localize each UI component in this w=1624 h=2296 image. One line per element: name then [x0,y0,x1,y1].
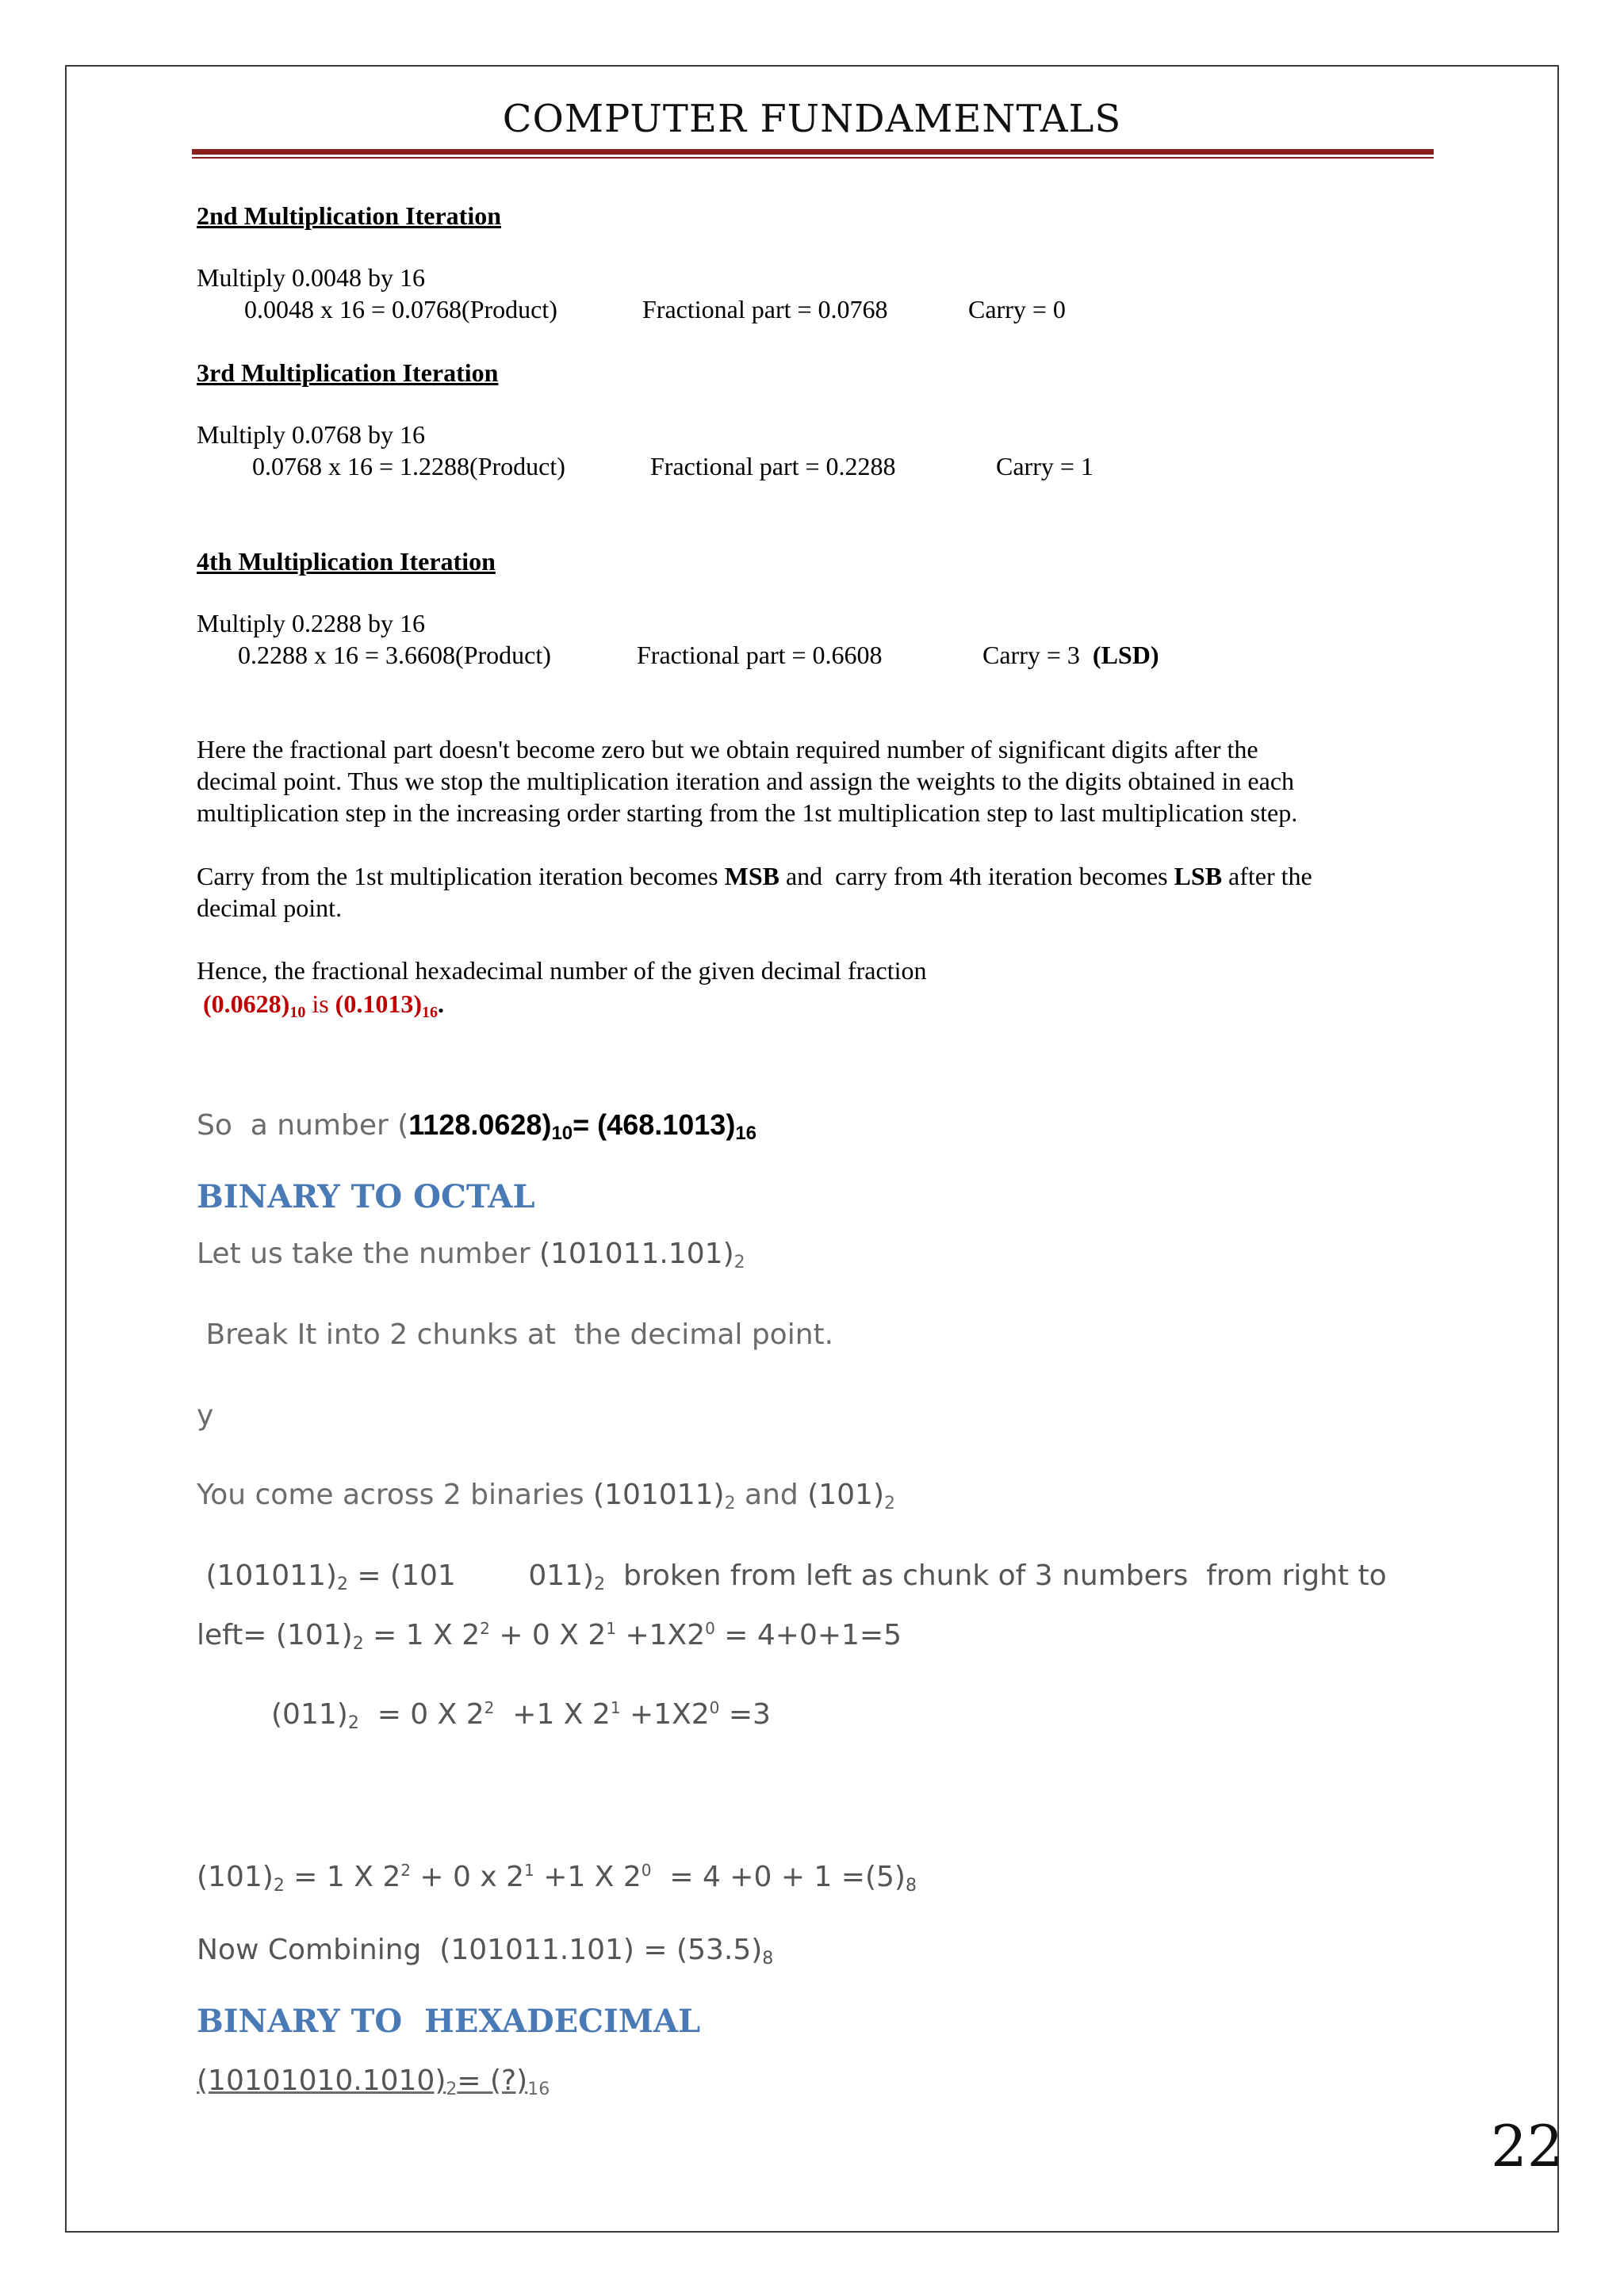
subscript: 2 [884,1494,895,1513]
b2o-line-1 [197,1237,745,1280]
text-run: + 0 X 2 [489,1619,607,1651]
text-run: = 1 X 2 [363,1619,481,1651]
result-hex: (0.1013) [335,989,422,1018]
exponent: 0 [709,1698,720,1717]
lsd-label: (LSD) [1092,641,1159,669]
iteration-3-carry: Carry = 1 [996,452,1094,480]
text-run: +1X2 [620,1698,710,1731]
text-run: = 4+0+1=5 [714,1619,902,1651]
exponent: 2 [480,1619,490,1638]
text-run: and [735,1479,808,1511]
lsb-term: LSB [1174,862,1223,890]
msb-lsb-line-1 [197,860,1312,892]
binary-number: (101011) [593,1479,725,1511]
binary-number: (101011.101) [538,1238,734,1270]
fraction-result [203,988,444,1028]
hence-line: Hence, the fractional hexadecimal number of the given decimal fraction [197,956,927,985]
text-run: . [437,989,444,1018]
b2o-line-4 [197,1478,895,1521]
iteration-4-carry [982,639,1159,671]
exponent: 1 [524,1861,534,1880]
exponent: 2 [400,1861,411,1880]
iteration-3-heading: 3rd Multiplication Iteration [197,358,499,387]
b2o-line-2: Break It into 2 chunks at the decimal point. [197,1318,834,1351]
exponent: 1 [610,1698,621,1717]
subscript: 2 [336,1575,348,1594]
text-run: +1 X 2 [494,1698,611,1731]
b2o-line-3: y [197,1399,214,1432]
b2o-line-6 [197,1611,902,1662]
iteration-4-fraction: Fractional part = 0.6608 [637,641,883,669]
exponent: 0 [705,1619,715,1638]
iteration-3-fraction: Fractional part = 0.2288 [650,452,896,480]
text-run: =3 [719,1698,771,1731]
text-run: Let us take the number [197,1238,539,1270]
section-heading-binary-to-octal: BINARY TO OCTAL [197,1178,535,1215]
exponent: 0 [641,1861,652,1880]
iteration-4-heading: 4th Multiplication Iteration [197,547,496,576]
text-run: is [305,989,335,1018]
subscript: 2 [594,1575,606,1594]
b2o-line-9 [197,1933,773,1976]
text-run: = (?) [457,2064,528,2097]
section-heading-binary-to-hexadecimal: BINARY TO HEXADECIMAL [197,2003,701,2040]
subscript: 16 [735,1123,757,1144]
subscript: 8 [762,1949,774,1969]
binary-number: (10101010.1010) [197,2064,446,2097]
msb-term: MSB [724,862,779,890]
iteration-3-multiply: Multiply 0.0768 by 16 [197,420,426,449]
text-run: = 4 +0 + 1 =(5) [651,1861,906,1893]
text-run: (101011) [197,1559,337,1592]
subscript: 16 [527,2080,550,2099]
msb-lsb-line-2: decimal point. [197,894,343,922]
text-run: and carry from 4th iteration becomes [779,862,1174,890]
explain-line-1: Here the fractional part doesn't become zero but we obtain required number of significant digits after the [197,735,1258,763]
header-rule-thin [192,157,1434,159]
iteration-2-carry: Carry = 0 [968,295,1066,323]
text-run: + 0 x 2 [410,1861,525,1893]
text-run: after the [1222,862,1312,890]
subscript: 2 [352,1634,364,1654]
subscript: 2 [733,1253,745,1272]
iteration-2-multiply: Multiply 0.0048 by 16 [197,263,426,292]
subscript: 2 [273,1876,285,1896]
subscript: 10 [289,1004,306,1021]
b2o-line-7 [271,1690,771,1741]
page-title: COMPUTER FUNDAMENTALS [502,97,1122,141]
exponent: 1 [606,1619,617,1638]
carry-value: Carry = 3 [982,641,1080,669]
text-run: You come across 2 binaries [197,1479,594,1511]
summary-hex: = (468.1013) [573,1108,736,1141]
subscript: 10 [551,1123,573,1144]
text-run: = 1 X 2 [284,1861,401,1893]
text-run: (011) [271,1698,348,1731]
iteration-2-calc: 0.0048 x 16 = 0.0768(Product) [244,295,557,323]
subscript: 2 [446,2080,458,2099]
explain-line-3: multiplication step in the increasing order starting from the 1st multiplication step to last multiplication step. [197,798,1298,827]
explain-line-2: decimal point. Thus we stop the multiplication iteration and assign the weights to the digits obtained in each [197,767,1295,795]
b2o-line-5 [197,1559,1387,1602]
text-run: (101) [197,1861,274,1893]
iteration-2-heading: 2nd Multiplication Iteration [197,201,502,230]
text-run: broken from left as chunk of 3 numbers from right to [605,1559,1387,1592]
exponent: 2 [484,1698,495,1717]
b2h-line-1 [197,2064,550,2107]
text-run: Carry from the 1st multiplication iteration becomes [197,862,725,890]
header-rule [192,149,1434,155]
iteration-2-fraction: Fractional part = 0.0768 [642,295,888,323]
text-run: +1 X 2 [534,1861,642,1893]
subscript: 2 [724,1494,736,1513]
text-run: = 0 X 2 [358,1698,485,1731]
iteration-4-multiply: Multiply 0.2288 by 16 [197,609,426,637]
text-run: = (101 011) [347,1559,595,1592]
text-run: left= (101) [197,1619,353,1651]
text-run: +1X2 [616,1619,706,1651]
subscript: 8 [905,1876,917,1896]
result-decimal: (0.0628) [203,989,290,1018]
summary-line [197,1108,756,1151]
binary-number: (101) [807,1479,884,1511]
iteration-3-calc: 0.0768 x 16 = 1.2288(Product) [252,452,565,480]
b2o-line-8 [197,1853,917,1904]
text-run: So a number ( [197,1109,409,1142]
subscript: 16 [421,1004,438,1021]
text-run: Now Combining (101011.101) = (53.5) [197,1934,763,1966]
subscript: 2 [347,1713,359,1733]
iteration-4-calc: 0.2288 x 16 = 3.6608(Product) [238,641,551,669]
page-number: 22 [1491,2113,1564,2179]
summary-decimal: 1128.0628) [408,1108,552,1141]
